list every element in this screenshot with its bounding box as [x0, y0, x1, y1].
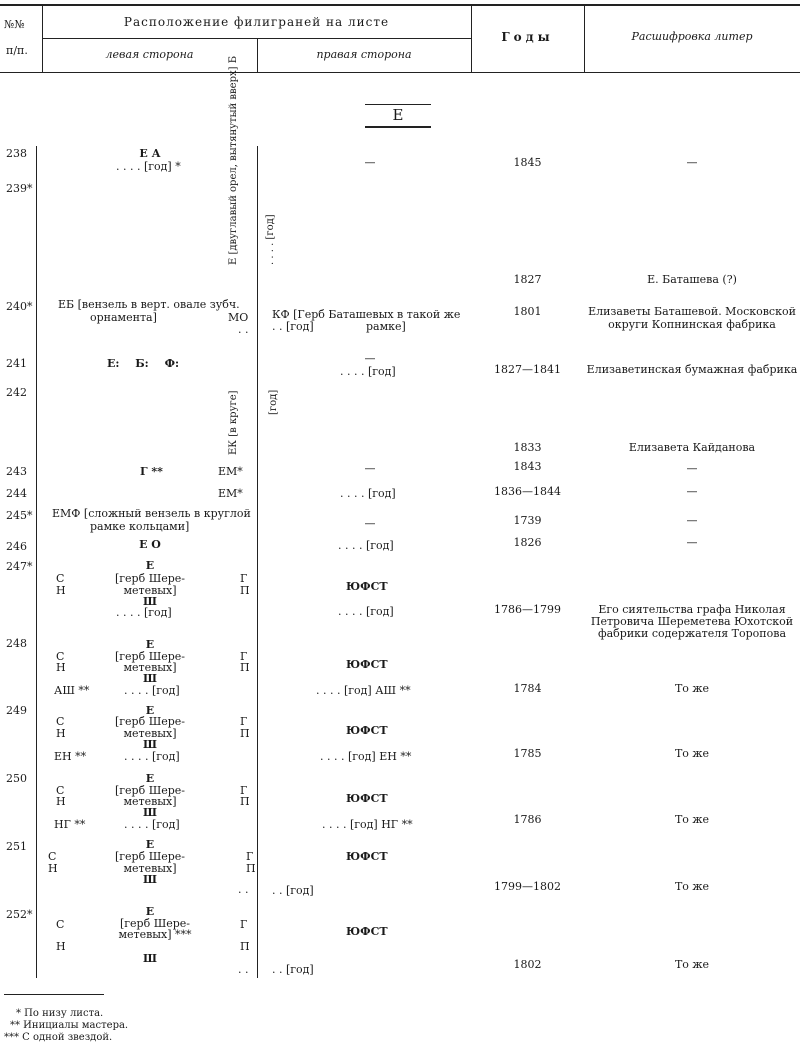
crest-letter-left: Н	[56, 727, 66, 740]
master-initials: ЕН **	[54, 750, 87, 763]
crest-note: метевых]	[123, 862, 177, 875]
watermark-right: ЮФСТ	[346, 792, 388, 805]
crest-letter-bottom: Ш	[143, 738, 157, 751]
decode: То же	[674, 880, 710, 893]
row-number: 247*	[6, 560, 33, 573]
watermark-right: ЮФСТ	[346, 658, 388, 671]
crest-letter-right: П	[240, 940, 250, 953]
decode: Его сиятельства графа Николая	[598, 603, 786, 616]
watermark-left-note: рамке кольцами]	[90, 520, 190, 533]
footnote-rule	[4, 994, 104, 995]
crest-letter-bottom: Ш	[143, 595, 157, 608]
column-rule-middle	[257, 146, 258, 978]
crest-note: метевых]	[123, 795, 177, 808]
row-number: 238	[6, 147, 27, 160]
watermark-left: Е А	[139, 147, 161, 160]
crest-note: [герб Шере-	[114, 650, 186, 663]
crest-letter-bottom: Ш	[143, 806, 157, 819]
decode: Елизаветы Баташевой. Московской	[588, 305, 796, 318]
crest-letter-top: Е	[145, 638, 155, 651]
crest-note: [герб Шере-	[119, 917, 191, 930]
watermark-right: ЮФСТ	[346, 580, 388, 593]
crest-letter-left: С	[56, 918, 65, 931]
row-number: 245*	[6, 509, 33, 522]
watermark-mark: ЕМ*	[218, 465, 243, 478]
watermark-left-year: . . . . [год]	[124, 750, 180, 763]
crest-note: [герб Шере-	[114, 850, 186, 863]
watermark-dots: . .	[238, 963, 249, 976]
crest-letter-bottom: Ш	[143, 873, 157, 886]
crest-letter-left: С	[56, 650, 65, 663]
section-letter: Е	[392, 106, 404, 124]
watermark-right-year: . . . . [год] АШ **	[316, 684, 411, 697]
watermark-right-note: рамке]	[366, 320, 406, 333]
master-initials: АШ **	[54, 684, 90, 697]
watermark-right-year: . . [год]	[272, 963, 314, 976]
header-right: правая сторона	[316, 48, 412, 61]
year: 1786	[513, 813, 542, 826]
row-number: 240*	[6, 300, 33, 313]
crest-note: [герб Шере-	[114, 572, 186, 585]
crest-letter-left: Н	[56, 940, 66, 953]
row-number: 248	[6, 637, 27, 650]
footnote: * По низу листа.	[16, 1008, 104, 1019]
crest-letter-left: Н	[48, 862, 58, 875]
row-number: 249	[6, 704, 27, 717]
watermark-left: ЕМФ [сложный вензель в круглой	[52, 507, 251, 520]
crest-letter-right: П	[240, 584, 250, 597]
crest-letter-right: Г	[240, 784, 248, 797]
watermark-right: —	[364, 517, 376, 530]
footnote: ** Инициалы мастера.	[10, 1020, 129, 1031]
decode: Е. Баташева (?)	[647, 273, 737, 286]
year: 1785	[513, 747, 542, 760]
year: 1845	[513, 156, 542, 169]
watermark-right: —	[364, 462, 376, 475]
row-number: 242	[6, 386, 27, 399]
crest-letter-left: Н	[56, 661, 66, 674]
year: 1843	[513, 460, 542, 473]
watermark-right-year: . . . . [год]	[338, 605, 394, 618]
decode: —	[686, 462, 698, 475]
year: 1836—1844	[494, 485, 561, 498]
row-number: 250	[6, 772, 27, 785]
header-bottom-rule	[0, 72, 800, 73]
year: 1827	[513, 273, 542, 286]
watermark-right-vertical: [год]	[268, 389, 279, 415]
row-number: 241	[6, 357, 27, 370]
header-left: левая сторона	[105, 48, 194, 61]
header-location: Расположение филиграней на листе	[123, 15, 390, 29]
watermark-left-vertical: ЕК [в круге]	[228, 390, 239, 455]
crest-letter-top: Е	[145, 905, 155, 918]
row-number: 252*	[6, 908, 33, 921]
crest-letter-bottom: Ш	[143, 952, 157, 965]
watermark-dots: . .	[238, 883, 249, 896]
row-number: 246	[6, 540, 27, 553]
year: 1826	[513, 536, 542, 549]
crest-letter-bottom: Ш	[143, 672, 157, 685]
crest-letter-right: Г	[240, 572, 248, 585]
watermark-right: ЮФСТ	[346, 925, 388, 938]
watermark-right: —	[364, 352, 376, 365]
header-num-sub: п/п.	[6, 44, 28, 57]
watermark-left-year: . . . . [год]	[116, 606, 172, 619]
watermark-left: Г **	[140, 465, 163, 478]
header-num: №№	[4, 18, 25, 31]
crest-note: метевых] ***	[118, 928, 192, 941]
row-number: 244	[6, 487, 27, 500]
crest-letter-left: Н	[56, 795, 66, 808]
decode: Елизаветинская бумажная фабрика	[586, 363, 798, 376]
year: 1784	[513, 682, 542, 695]
decode: То же	[674, 682, 710, 695]
watermark-right-year: . . . . [год]	[338, 539, 394, 552]
crest-letter-left: С	[56, 784, 65, 797]
crest-note: [герб Шере-	[114, 715, 186, 728]
watermark-dots: . .	[238, 323, 249, 336]
crest-letter-left: Н	[56, 584, 66, 597]
watermark-right-year: . . . . [год]	[340, 487, 396, 500]
crest-letter-right: П	[240, 661, 250, 674]
watermark-left: ЕБ [вензель в верт. овале зубч.	[58, 298, 240, 311]
watermark-left-year: . . . . [год]	[124, 818, 180, 831]
watermark-right-year: . . . . [год]	[340, 365, 396, 378]
crest-note: [герб Шере-	[114, 784, 186, 797]
row-number: 239*	[6, 182, 33, 195]
watermark-right: —	[364, 156, 376, 169]
watermark-left-year: . . . . [год]	[124, 684, 180, 697]
year: 1801	[513, 305, 542, 318]
year: 1786—1799	[494, 603, 561, 616]
decode: То же	[674, 958, 710, 971]
crest-letter-top: Е	[145, 772, 155, 785]
decode: То же	[674, 813, 710, 826]
crest-letter-right: Г	[240, 650, 248, 663]
watermark-right: КФ [Герб Баташевых в такой же	[272, 308, 461, 321]
decode: —	[686, 485, 698, 498]
watermark-mark: ЕМ*	[218, 487, 243, 500]
section-rule-top	[365, 104, 431, 105]
year: 1833	[513, 441, 542, 454]
row-number: 251	[6, 840, 27, 853]
year: 1799—1802	[494, 880, 561, 893]
decode: —	[686, 514, 698, 527]
decode-line2: округи Копнинская фабрика	[608, 318, 776, 331]
decode: —	[686, 536, 698, 549]
watermark-right-vertical: . . . . [год]	[265, 214, 276, 265]
crest-letter-right: П	[240, 795, 250, 808]
year: 1802	[513, 958, 542, 971]
header-years: Годы	[501, 30, 554, 44]
watermark-left-note: . . . . [год] *	[116, 160, 181, 173]
crest-note: метевых]	[123, 661, 177, 674]
watermark-right: ЮФСТ	[346, 724, 388, 737]
crest-letter-right: П	[246, 862, 256, 875]
crest-letter-left: С	[48, 850, 57, 863]
decode-line2: Петровича Шереметева Юхотской	[590, 615, 794, 628]
crest-letter-right: Г	[240, 918, 248, 931]
watermark-right-year: . . . . [год] НГ **	[322, 818, 413, 831]
crest-letter-top: Е	[145, 838, 155, 851]
crest-letter-left: С	[56, 572, 65, 585]
decode: Елизавета Кайданова	[628, 441, 756, 454]
footnote: *** С одной звездой.	[4, 1032, 113, 1043]
watermark-right-year: . . [год]	[272, 320, 314, 333]
decode-line3: фабрики содержателя Торопова	[598, 627, 786, 640]
crest-letter-top: Е	[145, 704, 155, 717]
crest-note: метевых]	[123, 727, 177, 740]
year: 1739	[513, 514, 542, 527]
decode: —	[686, 156, 698, 169]
watermark-right-year: . . . . [год] ЕН **	[320, 750, 412, 763]
crest-letter-right: Г	[240, 715, 248, 728]
crest-letter-right: П	[240, 727, 250, 740]
master-initials: НГ **	[54, 818, 86, 831]
watermark-left: Е О	[139, 538, 161, 551]
row-number: 243	[6, 465, 27, 478]
year: 1827—1841	[494, 363, 561, 376]
crest-letter-top: Е	[145, 559, 155, 572]
section-rule-bottom	[365, 126, 431, 128]
crest-note: метевых]	[123, 584, 177, 597]
crest-letter-left: С	[56, 715, 65, 728]
watermark-right: ЮФСТ	[346, 850, 388, 863]
top-rule	[0, 4, 800, 6]
decode: То же	[674, 747, 710, 760]
watermark-left: Е: Б: Ф:	[107, 357, 180, 370]
header-decode: Расшифровка литер	[631, 30, 753, 43]
watermark-right-year: . . [год]	[272, 884, 314, 897]
crest-letter-right: Г	[246, 850, 254, 863]
watermark-mark: МО	[228, 311, 249, 324]
watermark-left-note: орнамента]	[90, 311, 157, 324]
column-rule-left	[36, 146, 37, 978]
